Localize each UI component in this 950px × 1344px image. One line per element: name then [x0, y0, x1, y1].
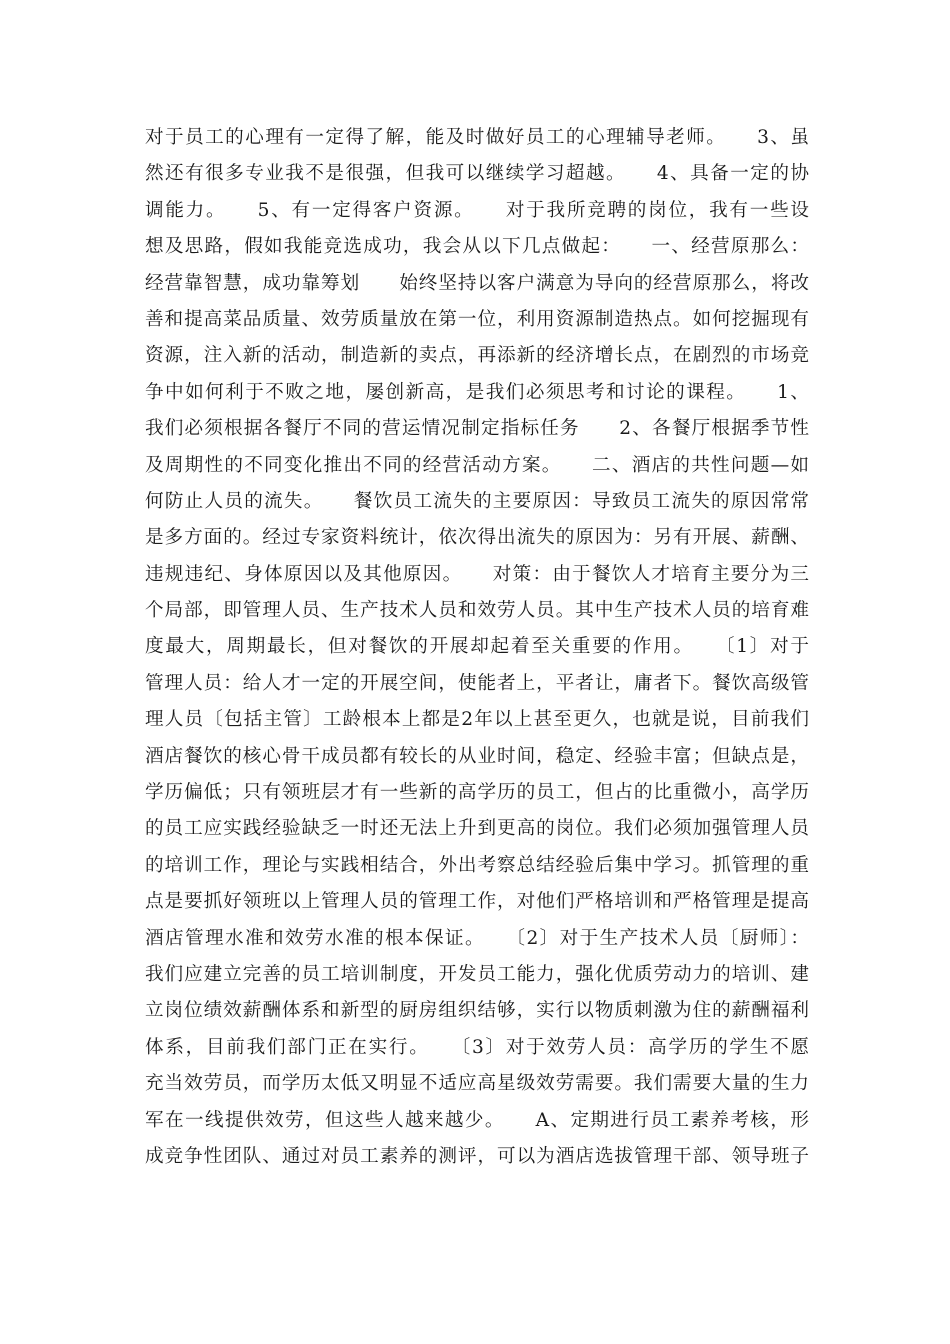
- body-text-line: 是多方面的。经过专家资料统计，依次得出流失的原因为：另有开展、薪酬、: [145, 527, 809, 549]
- body-text-line: 争中如何利于不败之地，屡创新高，是我们必须思考和讨论的课程。 1、: [145, 381, 809, 403]
- body-text-line: 管理人员：给人才一定的开展空间，使能者上，平者让，庸者下。餐饮高级管: [145, 672, 809, 694]
- body-text-line: 经营靠智慧，成功靠筹划 始终坚持以客户满意为导向的经营原那么，将改: [145, 272, 809, 294]
- body-text-line: 酒店餐饮的核心骨干成员都有较长的从业时间，稳定、经验丰富；但缺点是，: [145, 745, 809, 767]
- body-text-line: 善和提高菜品质量、效劳质量放在第一位，利用资源制造热点。如何挖掘现有: [145, 308, 809, 330]
- document-body-text: [145, 120, 809, 1175]
- body-text-line: 的员工应实践经验缺乏一时还无法上升到更高的岗位。我们必须加强管理人员: [145, 818, 809, 840]
- body-text-line: 的培训工作，理论与实践相结合，外出考察总结经验后集中学习。抓管理的重: [145, 854, 809, 876]
- body-text-line: 立岗位绩效薪酬体系和新型的厨房组织结够，实行以物质刺激为住的薪酬福利: [145, 1000, 809, 1022]
- body-text-line: 违规违纪、身体原因以及其他原因。 对策：由于餐饮人才培育主要分为三: [145, 563, 809, 585]
- body-text-line: 成竞争性团队、通过对员工素养的测评，可以为酒店选拔管理干部、领导班子: [145, 1145, 809, 1167]
- body-text-line: 我们应建立完善的员工培训制度，开发员工能力，强化优质劳动力的培训、建: [145, 963, 809, 985]
- body-text-line: 然还有很多专业我不是很强，但我可以继续学习超越。 4、具备一定的协: [145, 163, 809, 185]
- body-text-line: 想及思路，假如我能竞选成功，我会从以下几点做起： 一、经营原那么：: [145, 236, 809, 258]
- body-text-line: 度最大，周期最长，但对餐饮的开展却起着至关重要的作用。 〔1〕对于: [145, 636, 809, 658]
- body-text-line: 对于员工的心理有一定得了解，能及时做好员工的心理辅导老师。 3、虽: [145, 127, 809, 148]
- body-text-line: 及周期性的不同变化推出不同的经营活动方案。 二、酒店的共性问题—如: [145, 454, 809, 476]
- body-text-line: 酒店管理水准和效劳水准的根本保证。 〔2〕对于生产技术人员〔厨师〕：: [145, 927, 809, 949]
- body-text-line: 体系，目前我们部门正在实行。 〔3〕对于效劳人员：高学历的学生不愿: [145, 1036, 809, 1058]
- body-text-line: 何防止人员的流失。 餐饮员工流失的主要原因：导致员工流失的原因常常: [145, 490, 809, 512]
- body-text-line: 个局部，即管理人员、生产技术人员和效劳人员。其中生产技术人员的培育难: [145, 600, 809, 622]
- body-text-line: 点是要抓好领班以上管理人员的管理工作，对他们严格培训和严格管理是提高: [145, 891, 809, 913]
- body-text-line: 充当效劳员，而学历太低又明显不适应高星级效劳需要。我们需要大量的生力: [145, 1073, 809, 1095]
- body-text-line: 资源，注入新的活动，制造新的卖点，再添新的经济增长点，在剧烈的市场竞: [145, 345, 809, 367]
- body-text-line: 我们必须根据各餐厅不同的营运情况制定指标任务 2、各餐厅根据季节性: [145, 418, 809, 440]
- body-text-line: 理人员〔包括主管〕工龄根本上都是2年以上甚至更久，也就是说，目前我们: [145, 709, 809, 731]
- body-text-line: 军在一线提供效劳，但这些人越来越少。 A、定期进行员工素养考核，形: [145, 1109, 809, 1131]
- body-text-line: 调能力。 5、有一定得客户资源。 对于我所竞聘的岗位，我有一些设: [145, 199, 809, 221]
- body-text-line: 学历偏低；只有领班层才有一些新的高学历的员工，但占的比重微小，高学历: [145, 782, 809, 804]
